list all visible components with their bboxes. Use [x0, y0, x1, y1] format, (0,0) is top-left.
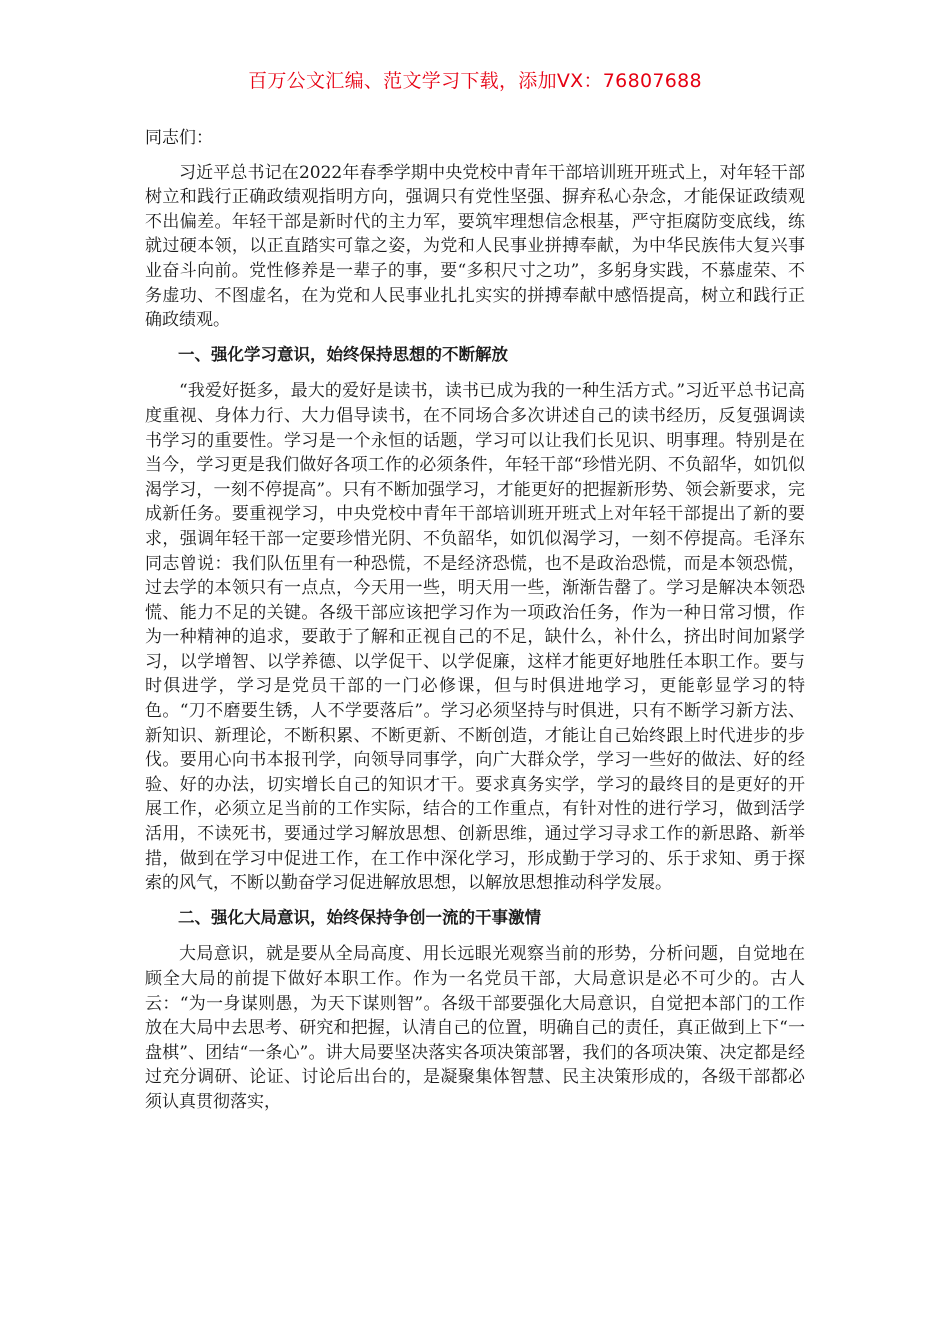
watermark-banner: 百万公文汇编、范文学习下载，添加VX：76807688	[248, 70, 702, 92]
section-paragraph-1: “我爱好挺多，最大的爱好是读书，读书已成为我的一种生活方式。”习近平总书记高度重视、身体力行、大力倡导读书，在不同场合多次讲述自己的读书经历，反复强调读书学习的重要性。学习是一个永恒的话题，学习可以让我们长见识、明事理。特别是在当今，学习更是我们做好各项工作的必须条件，年轻干部“珍惜光阴、不负韶华，如饥似渴学习，一刻不停提高”。只有不断加强学习，才能更好的把握新形势、领会新要求，完成新任务。要重视学习，中央党校中青年干部培训班开班式上对年轻干部提出了新的要求，强调年轻干部一定要珍惜光阴、不负韶华，如饥似渴学习，一刻不停提高。毛泽东同志曾说：我们队伍里有一种恐慌，不是经济恐慌，也不是政治恐慌，而是本领恐慌，过去学的本领只有一点点，今天用一些，明天用一些，渐渐告罄了。学习是解决本领恐慌、能力不足的关键。各级干部应该把学习作为一项政治任务，作为一种日常习惯，作为一种精神的追求，要敢于了解和正视自己的不足，缺什么，补什么，挤出时间加紧学习，以学增智、以学养德、以学促干、以学促廉，这样才能更好地胜任本职工作。要与时俱进学，学习是党员干部的一门必修课，但与时俱进地学习，更能彰显学习的特色。“刀不磨要生锈，人不学要落后”。学习必须坚持与时俱进，只有不断学习新方法、新知识、新理论，不断积累、不断更新、不断创造，才能让自己始终跟上时代进步的步伐。要用心向书本报刊学，向领导同事学，向广大群众学，学习一些好的做法、好的经验、好的办法，切实增长自己的知识才干。要求真务实学，学习的最终目的是更好的开展工作，必须立足当前的工作实际，结合的工作重点，有针对性的进行学习，做到活学活用，不读死书，要通过学习解放思想、创新思维，通过学习寻求工作的新思路、新举措，做到在学习中促进工作，在工作中深化学习，形成勤于学习的、乐于求知、勇于探索的风气，不断以勤奋学习促进解放思想，以解放思想推动科学发展。	[145, 381, 805, 894]
section-heading-1: 一、强化学习意识，始终保持思想的不断解放	[178, 344, 508, 364]
document-body	[145, 126, 805, 1125]
intro-paragraph: 习近平总书记在2022年春季学期中央党校中青年干部培训班开班式上，对年轻干部树立和践行正确政绩观指明方向，强调只有党性坚强、摒弃私心杂念，才能保证政绩观不出偏差。年轻干部是新时代的主力军，要筑牢理想信念根基，严守拒腐防变底线，练就过硬本领，以正直踏实可靠之姿，为党和人民事业拼搏奉献，为中华民族伟大复兴事业奋斗向前。党性修养是一辈子的事，要“多积尺寸之功”，多躬身实践，不慕虚荣、不务虚功、不图虚名，在为党和人民事业扎扎实实的拼搏奉献中感悟提高，树立和践行正确政绩观。	[145, 162, 805, 331]
salutation: 同志们：	[145, 128, 213, 148]
section-heading-2: 二、强化大局意识，始终保持争创一流的干事激情	[178, 907, 541, 927]
section-paragraph-2: 大局意识，就是要从全局高度、用长远眼光观察当前的形势，分析问题，自觉地在顾全大局的前提下做好本职工作。作为一名党员干部，大局意识是必不可少的。古人云：“为一身谋则愚，为天下谋则智”。各级干部要强化大局意识，自觉把本部门的工作放在大局中去思考、研究和把握，认清自己的位置，明确自己的责任，真正做到上下“一盘棋”、团结“一条心”。讲大局要坚决落实各项决策部署，我们的各项决策、决定都是经过充分调研、论证、讨论后出台的，是凝聚集体智慧、民主决策形成的，各级干部都必须认真贯彻落实，	[145, 944, 805, 1112]
